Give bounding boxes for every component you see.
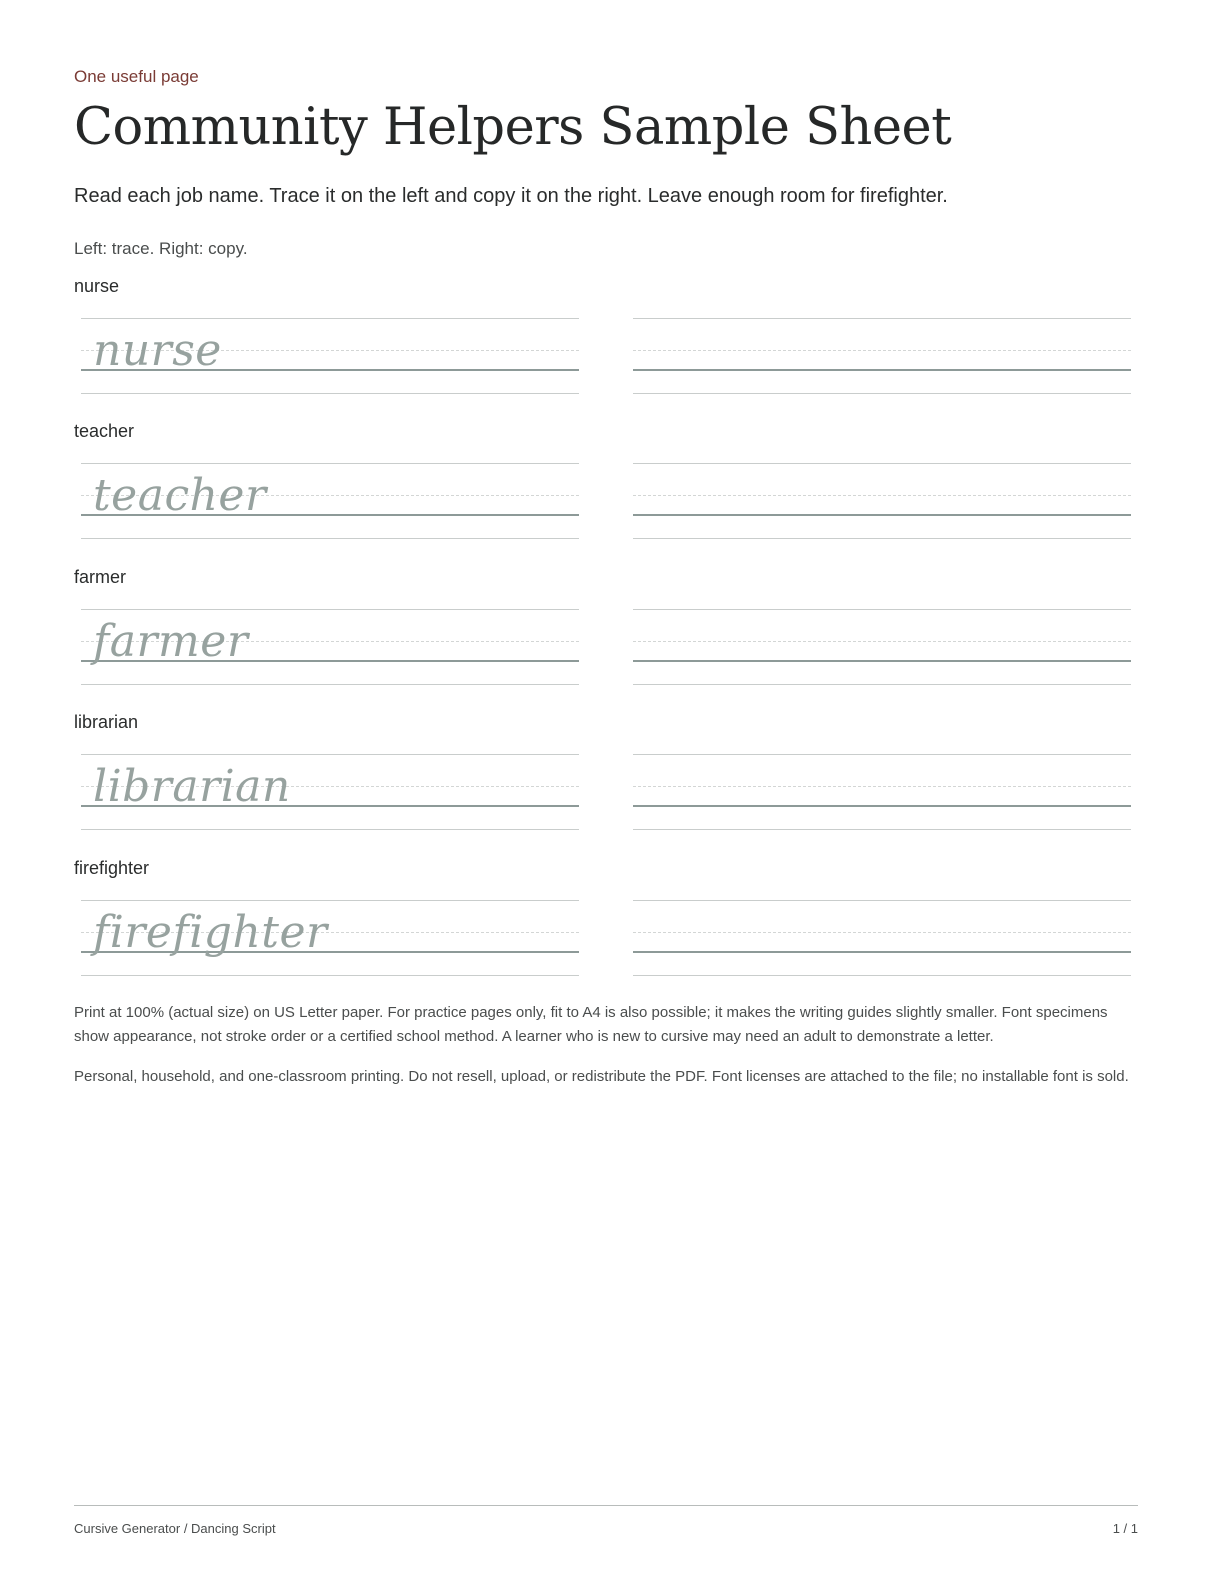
trace-guide <box>81 288 579 398</box>
word-label: teacher <box>74 421 135 441</box>
practice-row-librarian <box>74 712 1138 834</box>
copy-guide[interactable] <box>633 433 1131 543</box>
page-title: Community Helpers Sample Sheet <box>74 98 952 157</box>
trace-guide <box>81 724 579 834</box>
practice-row-nurse <box>74 276 1138 398</box>
trace-guide <box>81 870 579 980</box>
footer-divider <box>74 1505 1138 1506</box>
trace-word: nurse <box>93 325 222 376</box>
trace-guide <box>81 433 579 543</box>
page-number: 1 / 1 <box>1112 1521 1138 1536</box>
practice-row-firefighter <box>74 858 1138 980</box>
instructions-text: Read each job name. Trace it on the left and copy it on the right. Leave enough room for firefighter. <box>74 185 948 207</box>
legend-text: Left: trace. Right: copy. <box>74 239 248 258</box>
footer-source: Cursive Generator / Dancing Script <box>74 1521 276 1536</box>
trace-word: librarian <box>93 761 291 812</box>
word-label: firefighter <box>74 858 150 878</box>
print-note: Print at 100% (actual size) on US Letter paper. For practice pages only, fit to A4 is also possible; it makes the writing guides slightly smaller. Font specimens show appearance, not stroke order or a certified school method. A learner who is new to cursive may need an adult to demonstrate a letter. <box>74 1004 1108 1045</box>
copy-guide[interactable] <box>633 579 1131 689</box>
eyebrow-label: One useful page <box>74 67 199 86</box>
word-label: nurse <box>74 276 120 296</box>
copy-guide[interactable] <box>633 870 1131 980</box>
copy-guide[interactable] <box>633 724 1131 834</box>
word-label: farmer <box>74 567 127 587</box>
practice-row-teacher <box>74 421 1138 543</box>
copy-guide[interactable] <box>633 288 1131 398</box>
practice-row-farmer <box>74 567 1138 689</box>
worksheet-page <box>74 0 1138 1584</box>
trace-word: firefighter <box>93 907 328 958</box>
trace-guide <box>81 579 579 689</box>
trace-word: farmer <box>93 616 249 667</box>
trace-word: teacher <box>93 470 267 521</box>
word-label: librarian <box>74 712 139 732</box>
license-note: Personal, household, and one-classroom printing. Do not resell, upload, or redistribute the PDF. Font licenses are attached to the file; no installable font is sold. <box>74 1068 1129 1085</box>
